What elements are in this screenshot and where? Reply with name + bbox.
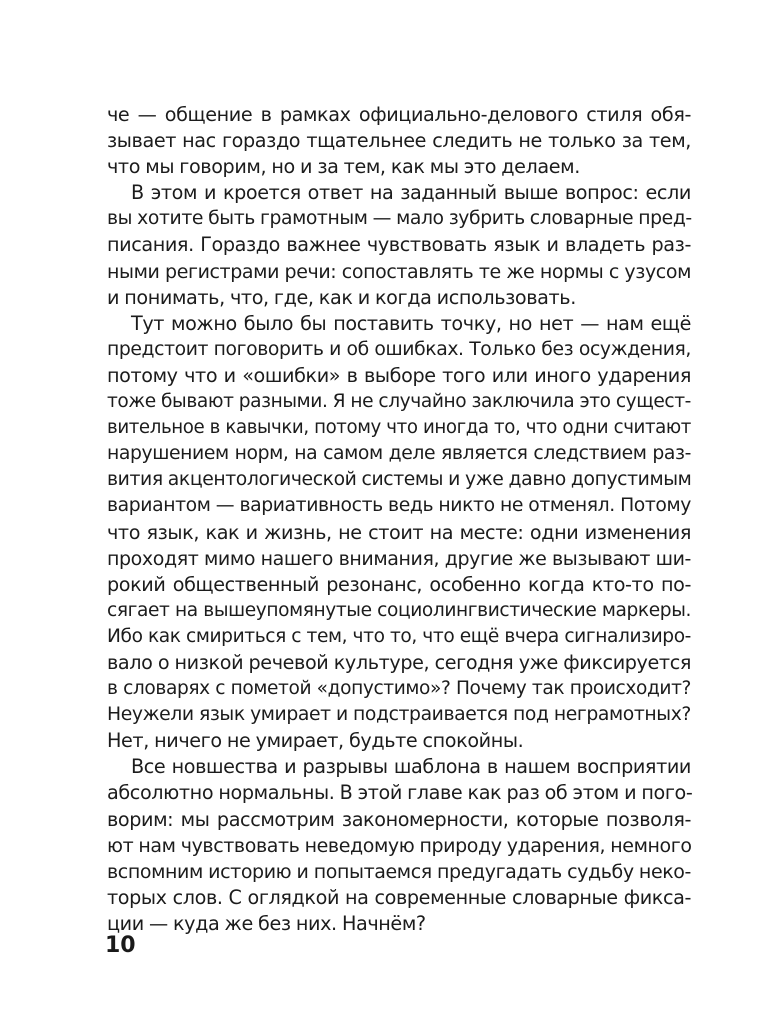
text-line: зывает нас гораздо тщательнее следить не только за тем,: [107, 129, 691, 153]
paragraph: [107, 102, 691, 180]
text-line: Неужели язык умирает и подстраивается под неграмотных?: [107, 704, 691, 726]
text-line: потому что и «ошибки» в выборе того или иного ударения: [107, 363, 691, 387]
text-line: вы хотите быть грамотным — мало зубрить словарные пред-: [107, 208, 692, 230]
text-line: ции — куда же без них. Начнём?: [107, 911, 426, 935]
paragraph: [107, 180, 691, 310]
text-line: ными регистрами речи: сопоставлять те же нормы с узусом: [107, 260, 691, 283]
text-line: вительное в кавычки, потому что иногда то, что одни считают: [107, 417, 691, 439]
text-line: ворим: мы рассмотрим закономерности, которые позволя-: [107, 807, 691, 831]
body-text: [107, 102, 691, 937]
text-line: тоже бывают разными. Я не случайно заключила это сущест-: [107, 391, 691, 413]
text-line: вариантом — вариативность ведь никто не отменял. Потому: [107, 495, 691, 517]
text-line: абсолютно нормальны. В этой главе как раз об этом и пого-: [107, 781, 693, 805]
text-line: что мы говорим, но и за тем, как мы это делаем.: [107, 155, 580, 179]
text-line: и понимать, что, где, как и когда использовать.: [107, 285, 576, 309]
text-line: что язык, как и жизнь, не стоит на месте: одни изменения: [107, 520, 691, 544]
text-line: че — общение в рамках официально-делового стиля обя-: [107, 103, 691, 126]
text-line: вспомним историю и попытаемся предугадать судьбу неко-: [107, 860, 691, 883]
text-line: рокий общественный резонанс, особенно когда кто-то по-: [107, 572, 691, 596]
text-line: в словарях с пометой «допустимо»? Почему так происходит?: [107, 678, 691, 700]
text-line: В этом и кроется ответ на заданный выше вопрос: если: [131, 181, 691, 205]
text-line: Ибо как смириться с тем, что то, что ещё вчера сигнализиро-: [107, 625, 691, 647]
paragraph: [107, 754, 691, 937]
text-line: Тут можно было бы поставить точку, но нет — нам ещё: [131, 311, 691, 335]
page-number: 10: [105, 933, 136, 958]
text-line: проходят мимо нашего внимания, другие же вызывают ши-: [107, 547, 691, 570]
text-line: ют нам чувствовать неведомую природу ударения, немного: [107, 834, 692, 857]
text-line: Все новшества и разрывы шаблона в нашем восприятии: [131, 755, 691, 779]
text-line: вития акцентологической системы и уже давно допустимым: [107, 469, 692, 491]
text-line: нарушением норм, на самом деле является следствием раз-: [107, 443, 691, 465]
text-line: Нет, ничего не умирает, будьте спокойны.: [107, 729, 524, 753]
paragraph: [107, 311, 691, 755]
text-line: писания. Гораздо важнее чувствовать язык и владеть раз-: [107, 233, 691, 257]
text-line: сягает на вышеупомянутые социолингвистические маркеры.: [107, 599, 691, 621]
text-line: предстоит поговорить и об ошибках. Только без осуждения,: [107, 338, 691, 360]
text-line: вало о низкой речевой культуре, сегодня уже фиксируется: [107, 650, 691, 674]
text-line: торых слов. С оглядкой на современные словарные фикса-: [107, 885, 691, 909]
